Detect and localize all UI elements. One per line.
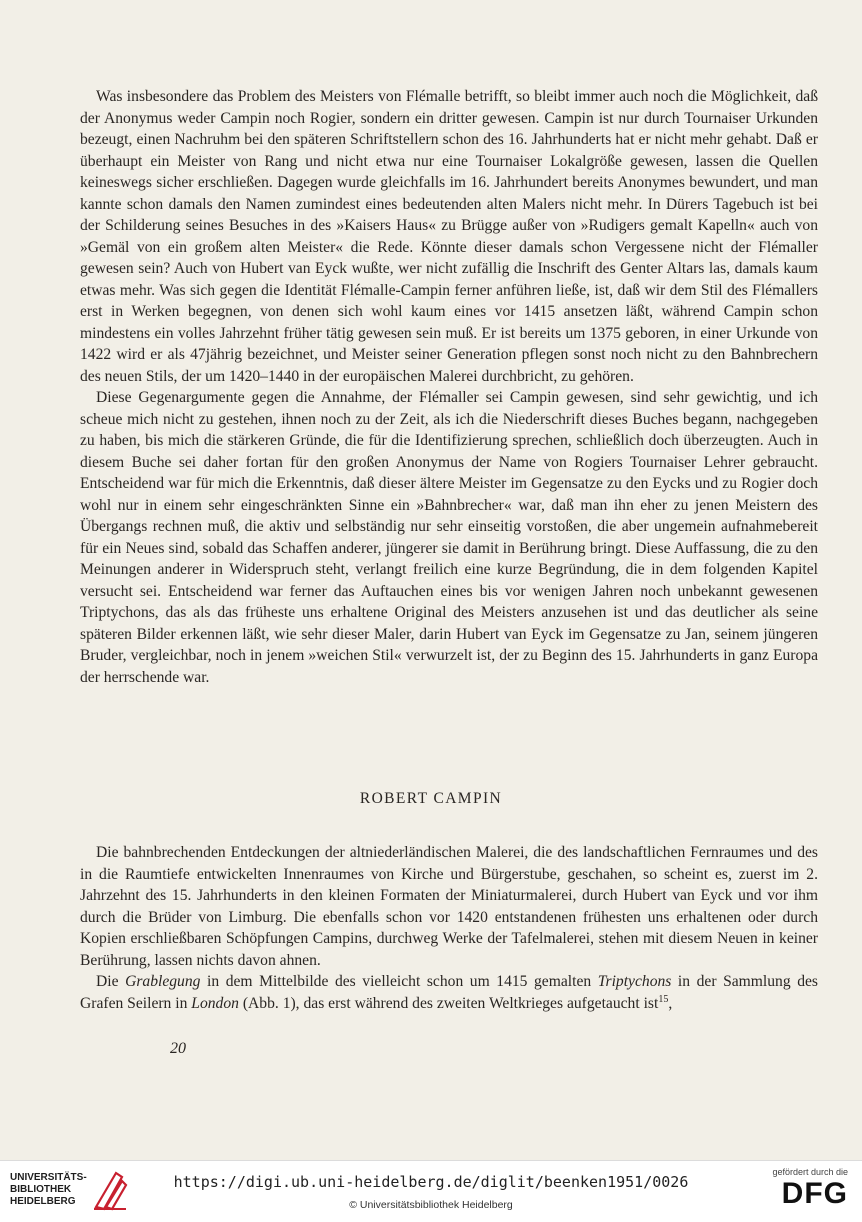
text-run: Die — [96, 973, 126, 990]
library-line: HEIDELBERG — [10, 1196, 76, 1207]
footnote-marker[interactable]: 15 — [658, 993, 669, 1005]
text-block-lower — [80, 842, 818, 1014]
text-run: in der Sammlung des Grafen Seilern in — [80, 973, 818, 1012]
section-heading: ROBERT CAMPIN — [359, 790, 503, 807]
page-number: 20 — [170, 1040, 186, 1057]
italic-term-grablegung: Grablegung — [125, 973, 201, 990]
text-block-upper — [80, 86, 818, 688]
paragraph-grablegung — [80, 971, 818, 1014]
document-url-link[interactable]: https://digi.ub.uni-heidelberg.de/diglit/beenken1951/0026 — [173, 1173, 689, 1191]
paragraph-counterarguments: Diese Gegenargumente gegen die Annahme, der Flémaller sei Campin gewesen, sind sehr gewichtig, und ich scheue mich nicht zu gestehen, ihnen noch zu der Zeit, als ich die Niederschrift dieses Buches begann, nachgegeben zu haben, bis mich die stärkeren Gründe, die für die Identifizierung sprechen, schließlich doch überzeugten. Auch in diesem Buche sei daher fortan für den großen Anonymus der Name von Rogiers Tournaiser Lehrer gebraucht. Entscheidend war für mich die Erkenntnis, daß dieser ältere Meister im Gegensatze zu den Eycks und zu Rogier doch wohl nur in einem sehr eingeschränkten Sinne ein »Bahnbrecher« war, daß man ihn eher zu jenen Meistern des Übergangs rechnen muß, die aktiv und selbständig nur sehr einseitig vorstoßen, die aber ungemein aufnahmebereit für ein Neues sind, sobald das Schaffen anderer, jüngerer sie damit in Berührung bringt. Diese Auffassung, die zu den Meinungen anderer in Widerspruch steht, verlangt freilich eine kurze Begründung, die in dem folgenden Kapitel versucht sei. Entscheidend war ferner das Auftauchen eines bis vor wenigen Jahren noch unbekannt gewesenen Triptychons, das als das früheste uns erhaltene Original des Meisters anzusehen ist und das deutlicher als seine späteren Bilder erkennen läßt, wie sehr dieser Maler, darin Hubert van Eyck im Gegensatze zu Jan, seinem jüngeren Bruder, vergleichbar, noch in jenem »weichen Stil« verwurzelt ist, der zu Beginn des 15. Jahrhunderts in ganz Europa der herrschende war. — [80, 389, 818, 686]
dfg-funding-logo[interactable] — [738, 1167, 848, 1217]
footer-bar — [0, 1160, 862, 1222]
library-line: UNIVERSITÄTS- — [10, 1172, 87, 1183]
paragraph-flemalle-problem: Was insbesondere das Problem des Meisters von Flémalle betrifft, so bleibt immer auch noch die Möglichkeit, daß der Anonymus weder Campin noch Rogier, sondern ein dritter gewesen. Campin ist nur durch Tournaiser Urkunden bezeugt, einen Nachruhm bei den späteren Schriftstellern schon des 16. Jahrhunderts hat er nicht mehr gehabt. Daß er überhaupt ein Meister von Rang und nicht etwa nur eine Tournaiser Lokalgröße gewesen, lassen die Quellen keineswegs sicher erschließen. Dagegen wurde gleichfalls im 16. Jahrhundert bereits Anonymes bewundert, und man kannte schon damals den Namen zumindest eines bedeutenden alten Malers nicht mehr. In Dürers Tagebuch ist bei der Schilderung seines Besuches in des »Kaisers Haus« zu Brügge außer von »Rudigers gemalt Kapelln« auch von »Gemäl von ein großem alten Meister« die Rede. Könnte dieser damals schon Vergessene nicht der Flémaller gewesen sein? Auch von Hubert van Eyck wußte, wer nicht zufällig die Inschrift des Genter Altars las, damals kaum etwas mehr. Was sich gegen die Identität Flémalle-Campin ferner anführen ließe, ist, daß wir dem Stil des Flémallers erst in Werken begegnen, von denen sich wohl kaum eines vor 1415 ansetzen läßt, während Campin schon mindestens ein volles Jahrzehnt früher tätig gewesen sein muß. Er ist bereits um 1375 geboren, in einer Urkunde von 1422 wird er als 47jährig bezeichnet, und Meister seiner Generation pflegen sonst noch nicht zu den Bahnbrechern des neuen Stils, der um 1420–1440 in der europäischen Malerei durchbricht, zu gehören. — [80, 88, 818, 385]
text-run: , — [668, 994, 673, 1012]
funding-note: gefördert durch die — [772, 1167, 848, 1177]
text-run: in dem Mittelbilde des vielleicht schon um 1415 gemalten — [200, 973, 598, 990]
paragraph-discoveries: Die bahnbrechenden Entdeckungen der altniederländischen Malerei, die des landschaftlichen Fernraumes und des in die Raumtiefe entwickelten Innenraumes von Kirche und Bürgerstube, geschahen, so scheint es, zuerst im 2. Jahrzehnt des 15. Jahrhunderts in den kleinen Formaten der Miniaturmalerei, durch Hubert van Eyck und vor ihm durch die Brüder von Limburg. Die ebenfalls schon vor 1420 entstandenen frühesten uns erhaltenen oder durch Kopien erschließbaren Schöpfungen Campins, durchweg Werke der Tafelmalerei, stehen mit diesem Neuen in keiner Berührung, lassen nichts davon ahnen. — [80, 844, 818, 969]
dfg-logo-text: DFG — [781, 1177, 848, 1210]
library-line: BIBLIOTHEK — [10, 1184, 72, 1195]
italic-term-london: London — [191, 994, 239, 1012]
text-run: (Abb. 1), das erst während des zweiten Weltkrieges aufgetaucht ist — [238, 994, 659, 1012]
italic-term-triptychons: Triptychons — [597, 973, 672, 990]
copyright-notice: © Universitätsbibliothek Heidelberg — [349, 1199, 513, 1211]
